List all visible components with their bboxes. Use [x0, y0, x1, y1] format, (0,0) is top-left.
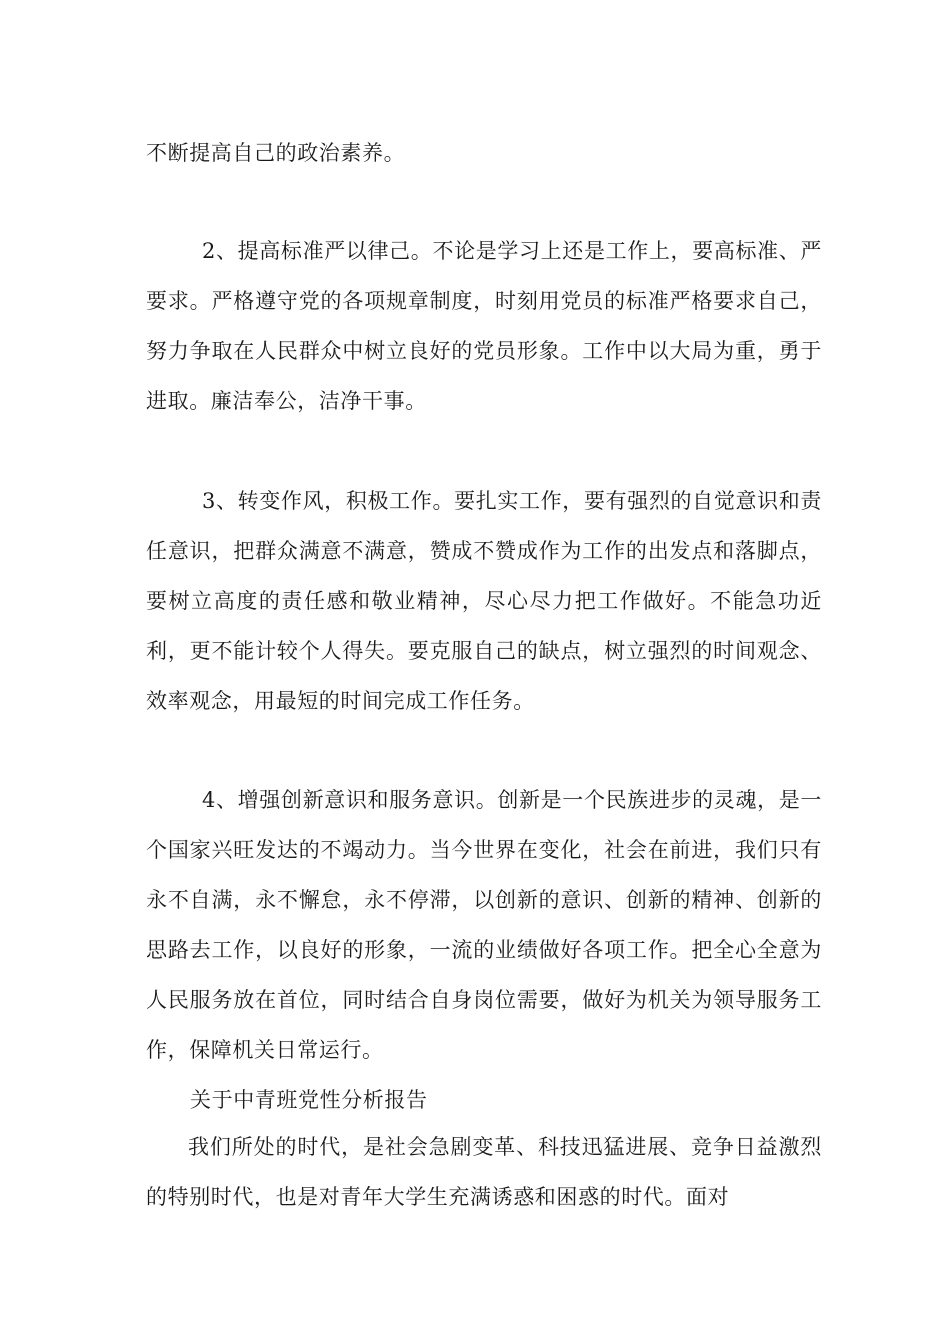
section-title: 关于中青班党性分析报告: [190, 1088, 428, 1112]
paragraph-point-3: 3、转变作风，积极工作。要扎实工作，要有强烈的自觉意识和责任意识，把群众满意不满意，赞成不赞成作为工作的出发点和落脚点，要树立高度的责任感和敬业精神，尽心尽力把工作做好。不能急功近利，更不能计较个人得失。要克服自己的缺点，树立强烈的时间观念、效率观念，用最短的时间完成工作任务。: [146, 489, 822, 713]
paragraph-continuation: 不断提高自己的政治素养。: [146, 141, 406, 165]
paragraph-point-4: 4、增强创新意识和服务意识。创新是一个民族进步的灵魂，是一个国家兴旺发达的不竭动力。当今世界在变化，社会在前进，我们只有永不自满，永不懈怠，永不停滞，以创新的意识、创新的精神、创新的思路去工作，以良好的形象，一流的业绩做好各项工作。把全心全意为人民服务放在首位，同时结合自身岗位需要，做好为机关为领导服务工作，保障机关日常运行。: [146, 788, 822, 1062]
paragraph-point-2: 2、提高标准严以律己。不论是学习上还是工作上，要高标准、严要求。严格遵守党的各项规章制度，时刻用党员的标准严格要求自己，努力争取在人民群众中树立良好的党员形象。工作中以大局为重，勇于进取。廉洁奉公，洁净干事。: [146, 239, 822, 413]
intro-paragraph: 我们所处的时代，是社会急剧变革、科技迅猛进展、竞争日益激烈的特别时代，也是对青年大学生充满诱惑和困惑的时代。面对: [146, 1135, 822, 1209]
